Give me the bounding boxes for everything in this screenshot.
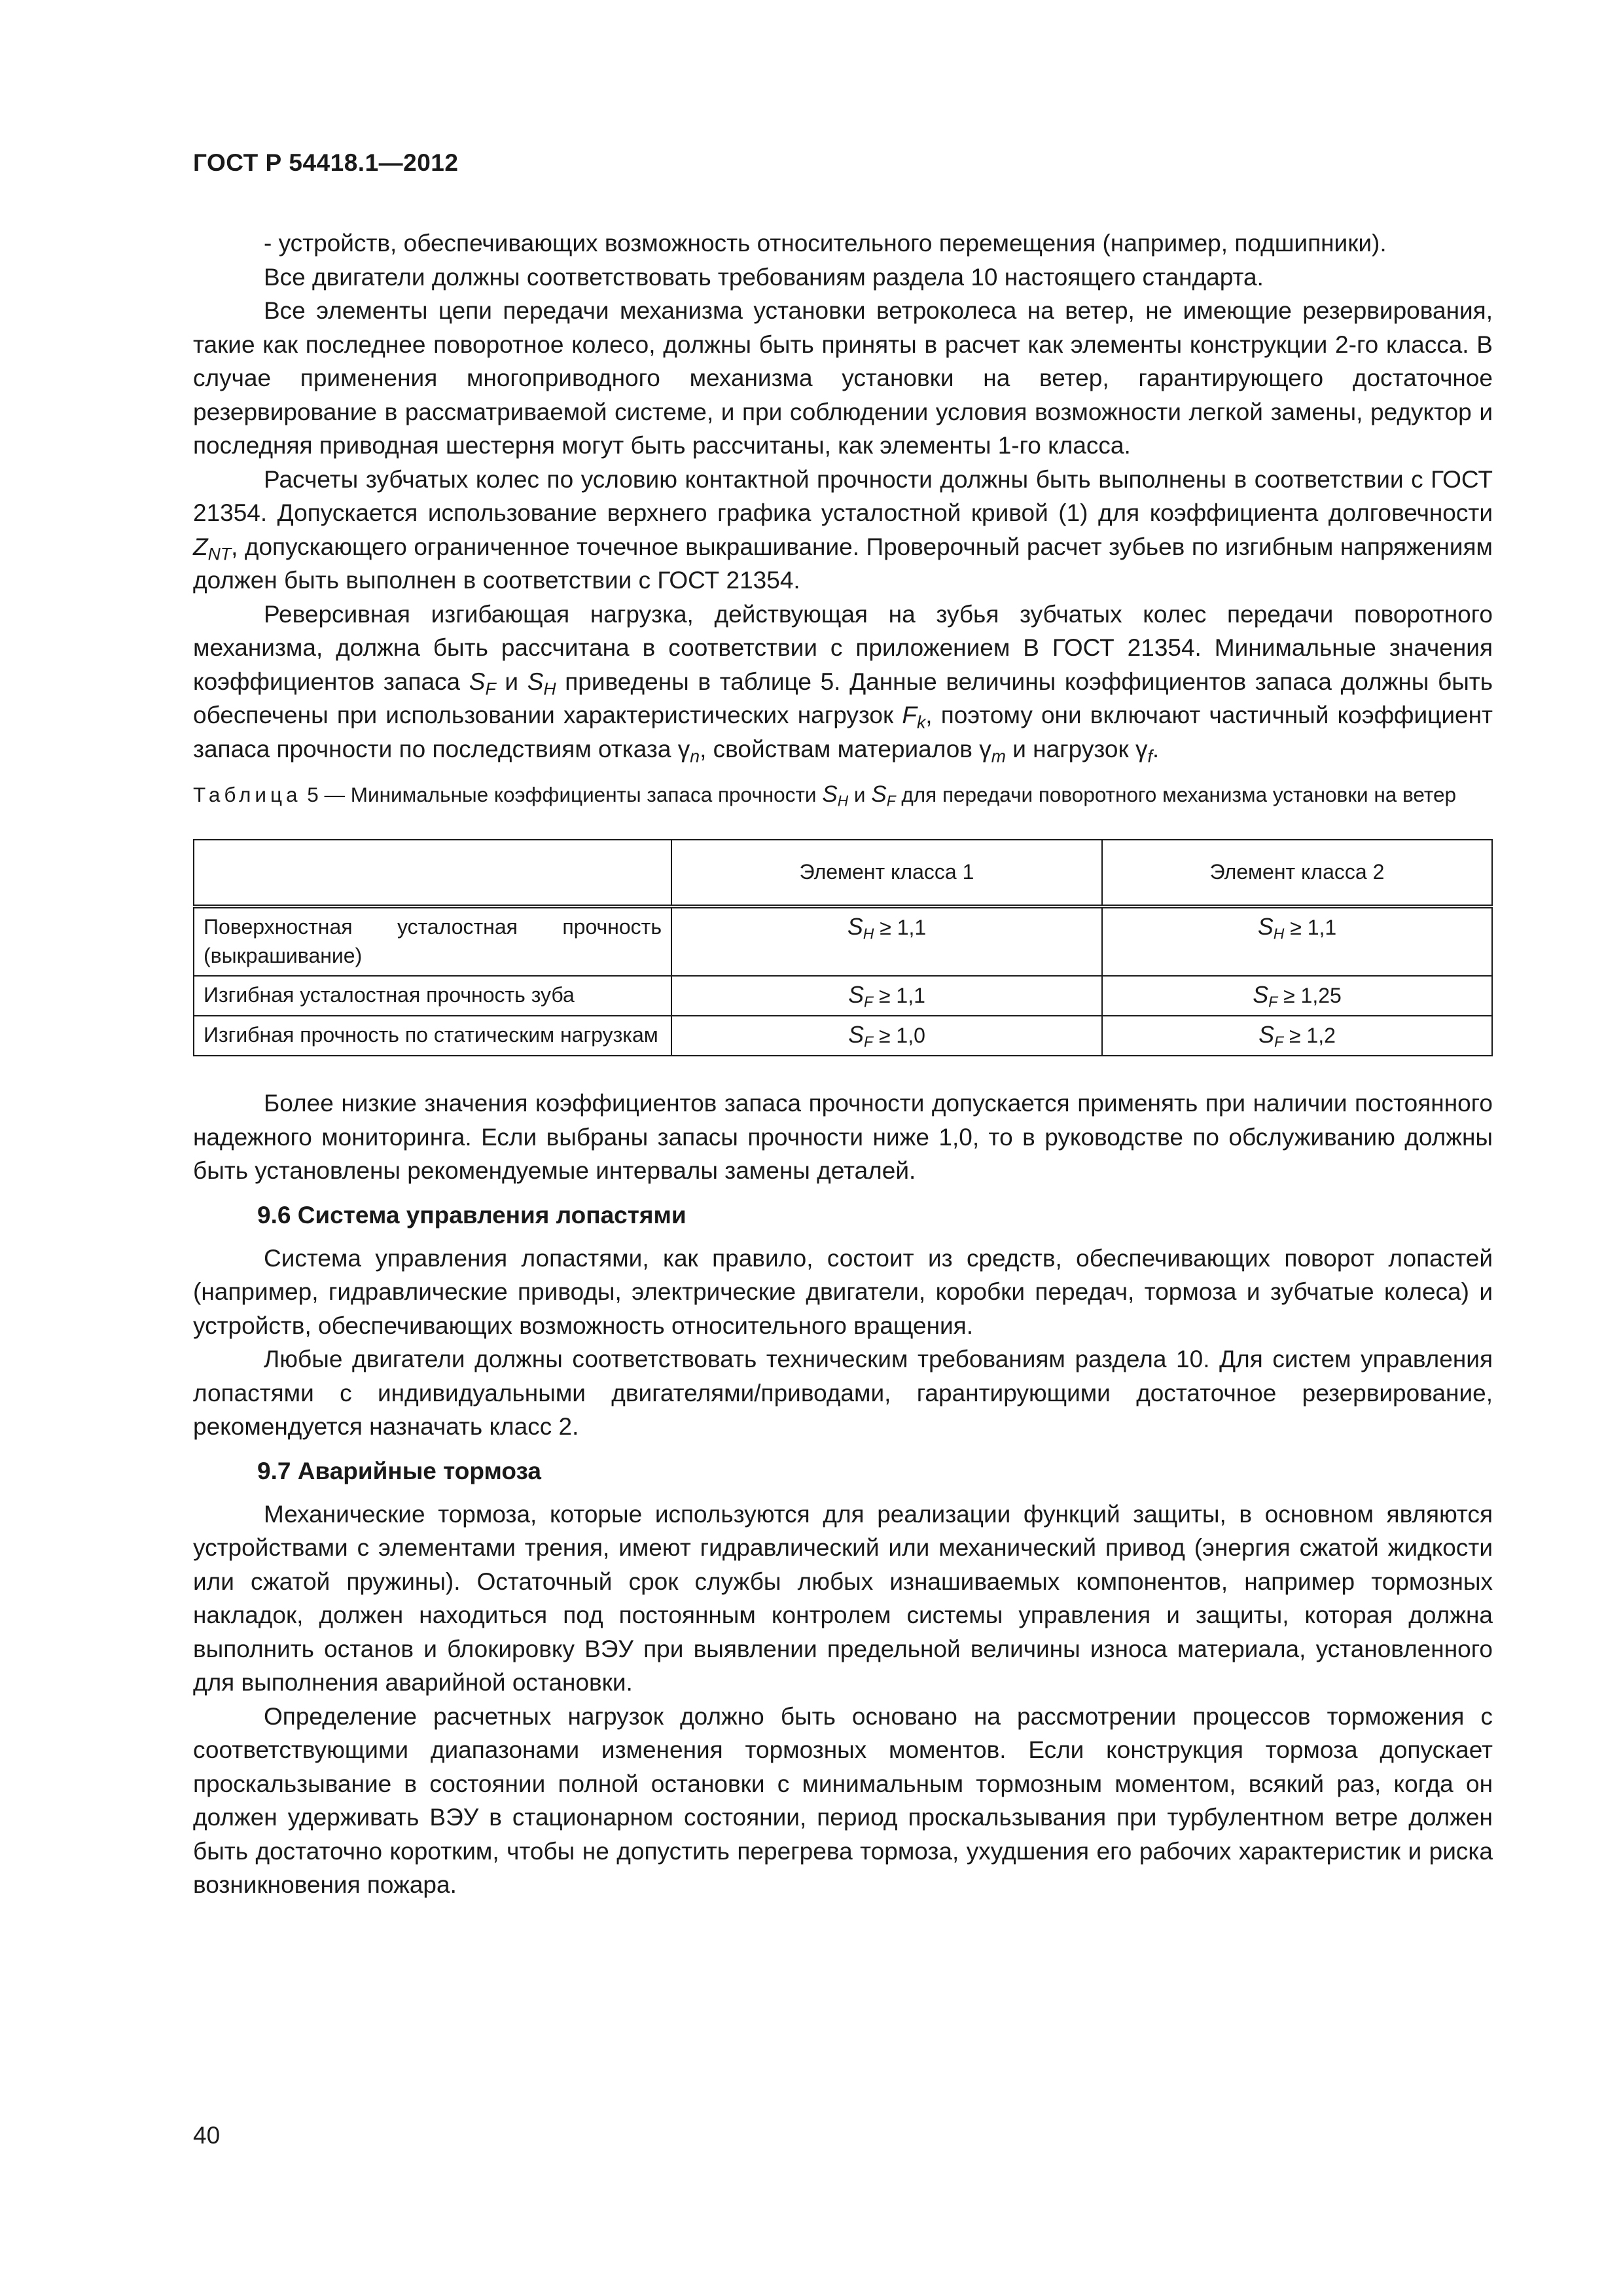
- table-header-empty: [194, 840, 671, 906]
- symbol-gamma-f: γ: [1135, 735, 1148, 762]
- cell-value: ≥ 1,1: [874, 916, 927, 939]
- table-cell-class-1: [671, 976, 1102, 1016]
- symbol-z-sub: NT: [207, 543, 232, 564]
- cell-symbol-sub: F: [1268, 993, 1278, 1011]
- section-heading-9-7: 9.7 Аварийные тормоза: [257, 1457, 541, 1484]
- paragraph-brake-loads: Определение расчетных нагрузок должно быть основано на рассмотрении процессов торможения с соответствующими диапазонами изменения тормозных моментов. Если конструкция тормоза допускает проскальзывание в состоянии полной остановки с минимальным тормозным моментом, всякий раз, когда он должен удерживать ВЭУ в стационарном состоянии, период проскальзывания при турбулентном ветре должен быть достаточно коротким, чтобы не допустить перегрева тормоза, ухудшения его рабочих характеристик и риска возникновения пожара.: [193, 1702, 1493, 1898]
- cell-value: ≥ 1,1: [1284, 916, 1337, 939]
- section-heading-9-6: 9.6 Система управления лопастями: [257, 1201, 687, 1229]
- cell-symbol: S: [848, 1022, 864, 1048]
- cell-symbol: S: [1253, 982, 1269, 1008]
- table-row-label: Изгибная прочность по статическим нагрузкам: [194, 1016, 671, 1056]
- symbol-sf: S: [469, 668, 486, 695]
- paragraph-pitch-system: Система управления лопастями, как правило, состоит из средств, обеспечивающих поворот лопастей (например, гидравлические приводы, электрические двигатели, коробки передач, тормоза и зубчатые колеса) и устройств, обеспечивающих возможность относительного вращения.: [193, 1244, 1493, 1339]
- symbol-gamma-m: γ: [979, 735, 991, 762]
- caption-and: и: [848, 783, 872, 806]
- cell-symbol: S: [1258, 1022, 1274, 1048]
- symbol-sf-sub: F: [485, 678, 496, 698]
- paragraph-motors: Все двигатели должны соответствовать требованиям раздела 10 настоящего стандарта.: [264, 263, 1264, 291]
- cell-symbol: S: [848, 982, 864, 1008]
- cell-symbol-sub: F: [864, 993, 874, 1011]
- caption-symbol-sf-sub: F: [886, 792, 896, 810]
- table-caption-tail: для передачи поворотного механизма установки на ветер: [895, 783, 1456, 806]
- symbol-sh: S: [527, 668, 544, 695]
- cell-value: ≥ 1,1: [873, 984, 925, 1007]
- text-segment: Расчеты зубчатых колес по условию контактной прочности должны быть выполнены в соответствии с ГОСТ 21354. Допускается использование верхнего графика усталостной кривой (1) для коэффициента долговечности: [193, 465, 1493, 526]
- symbol-gamma-n-sub: n: [690, 745, 700, 766]
- table-cell-class-1: [671, 1016, 1102, 1056]
- cell-value: ≥ 1,2: [1283, 1024, 1336, 1047]
- table-row-label: Изгибная усталостная прочность зуба: [194, 976, 671, 1016]
- caption-symbol-sh: S: [822, 781, 838, 807]
- safety-factor-table: [193, 839, 1493, 1056]
- paragraph-lower-factors: Более низкие значения коэффициентов запаса прочности допускается применять при наличии постоянного надежного мониторинга. Если выбраны запасы прочности ниже 1,0, то в руководстве по обслуживанию должны быть установлены рекомендуемые интервалы замены деталей.: [193, 1090, 1493, 1184]
- table-row-label: Поверхностная усталостная прочность (выкрашивание): [194, 906, 671, 976]
- symbol-sh-sub: H: [543, 678, 556, 698]
- cell-symbol-sub: H: [863, 925, 874, 942]
- caption-symbol-sf: S: [871, 781, 887, 807]
- table-row: [194, 976, 1492, 1016]
- cell-symbol-sub: H: [1273, 925, 1285, 942]
- table-row: [194, 906, 1492, 976]
- text-segment: приведены в таблице 5. Данные величины коэффициентов запаса должны быть обеспечены при использовании характеристических нагрузок: [193, 668, 1493, 728]
- table-row: [194, 1016, 1492, 1056]
- symbol-gamma-n: γ: [677, 735, 690, 762]
- text-segment: и нагрузок: [1005, 735, 1135, 762]
- table-caption-lead: Таблица: [193, 783, 302, 806]
- paragraph-brakes: Механические тормоза, которые используются для реализации функций защиты, в основном являются устройствами с элементами трения, имеют гидравлический или механический привод (энергия сжатой жидкости или сжатой пружины). Остаточный срок службы любых изнашиваемых компонентов, например тормозных накладок, должен находиться под постоянным контролем системы управления и защиты, которая должна выполнить останов и блокировку ВЭУ при выявлении предельной величины износа материала, установленного для выполнения аварийной остановки.: [193, 1500, 1493, 1696]
- table-header-class-2: Элемент класса 2: [1102, 840, 1492, 906]
- cell-value: ≥ 1,25: [1277, 984, 1342, 1007]
- page-content: [193, 226, 1493, 1902]
- table-header-class-1: Элемент класса 1: [671, 840, 1102, 906]
- caption-symbol-sh-sub: H: [837, 792, 849, 810]
- standard-header: ГОСТ Р 54418.1—2012: [193, 149, 459, 176]
- symbol-fk: F: [902, 702, 917, 728]
- text-segment: .: [1152, 735, 1160, 762]
- table-cell-class-1: [671, 906, 1102, 976]
- text-segment: , свойствам материалов: [700, 735, 980, 762]
- paragraph-pitch-motors: Любые двигатели должны соответствовать техническим требованиям раздела 10. Для систем управления лопастями с индивидуальными двигателями/приводами, гарантирующими достаточное резервирование, рекомендуется назначать класс 2.: [193, 1346, 1493, 1440]
- cell-value: ≥ 1,0: [873, 1024, 925, 1047]
- text-segment: Реверсивная изгибающая нагрузка, действующая на зубья зубчатых колес передачи поворотного механизма, должна быть рассчитана в соответствии с приложением В ГОСТ 21354. Минимальные значения коэффициентов запаса: [193, 600, 1493, 695]
- cell-symbol-sub: F: [864, 1033, 874, 1050]
- table-cell-class-2: [1102, 976, 1492, 1016]
- table-header-row: [194, 840, 1492, 906]
- symbol-gamma-m-sub: m: [991, 745, 1006, 766]
- table-caption: [193, 779, 1493, 810]
- table-cell-class-2: [1102, 906, 1492, 976]
- text-segment: и: [495, 668, 527, 695]
- paragraph-bearings: - устройств, обеспечивающих возможность относительного перемещения (например, подшипники).: [264, 230, 1387, 257]
- symbol-fk-sub: k: [916, 712, 926, 732]
- text-segment: , допускающего ограниченное точечное выкрашивание. Проверочный расчет зубьев по изгибным напряжениям должен быть выполнен в соответствии с ГОСТ 21354.: [193, 533, 1493, 594]
- paragraph-reversible-load: [193, 598, 1493, 766]
- paragraph-contact-strength: [193, 463, 1493, 598]
- table-cell-class-2: [1102, 1016, 1492, 1056]
- page-number: 40: [193, 2122, 221, 2149]
- text-segment: , поэтому они включают частичный коэффициент запаса прочности по последствиям отказа: [193, 702, 1493, 762]
- cell-symbol: S: [847, 914, 863, 940]
- cell-symbol-sub: F: [1274, 1033, 1284, 1050]
- table-caption-num: 5 — Минимальные коэффициенты запаса прочности: [301, 783, 823, 806]
- paragraph-yaw-elements: Все элементы цепи передачи механизма установки ветроколеса на ветер, не имеющие резервирования, такие как последнее поворотное колесо, должны быть приняты в расчет как элементы конструкции 2-го класса. В случае применения многоприводного механизма установки на ветер, гарантирующего достаточное резервирование в рассматриваемой системе, и при соблюдении условия возможности легкой замены, редуктор и последняя приводная шестерня могут быть рассчитаны, как элементы 1-го класса.: [193, 297, 1493, 459]
- cell-symbol: S: [1257, 914, 1274, 940]
- symbol-z: Z: [193, 533, 208, 560]
- symbol-gamma-f-sub: f: [1147, 745, 1152, 766]
